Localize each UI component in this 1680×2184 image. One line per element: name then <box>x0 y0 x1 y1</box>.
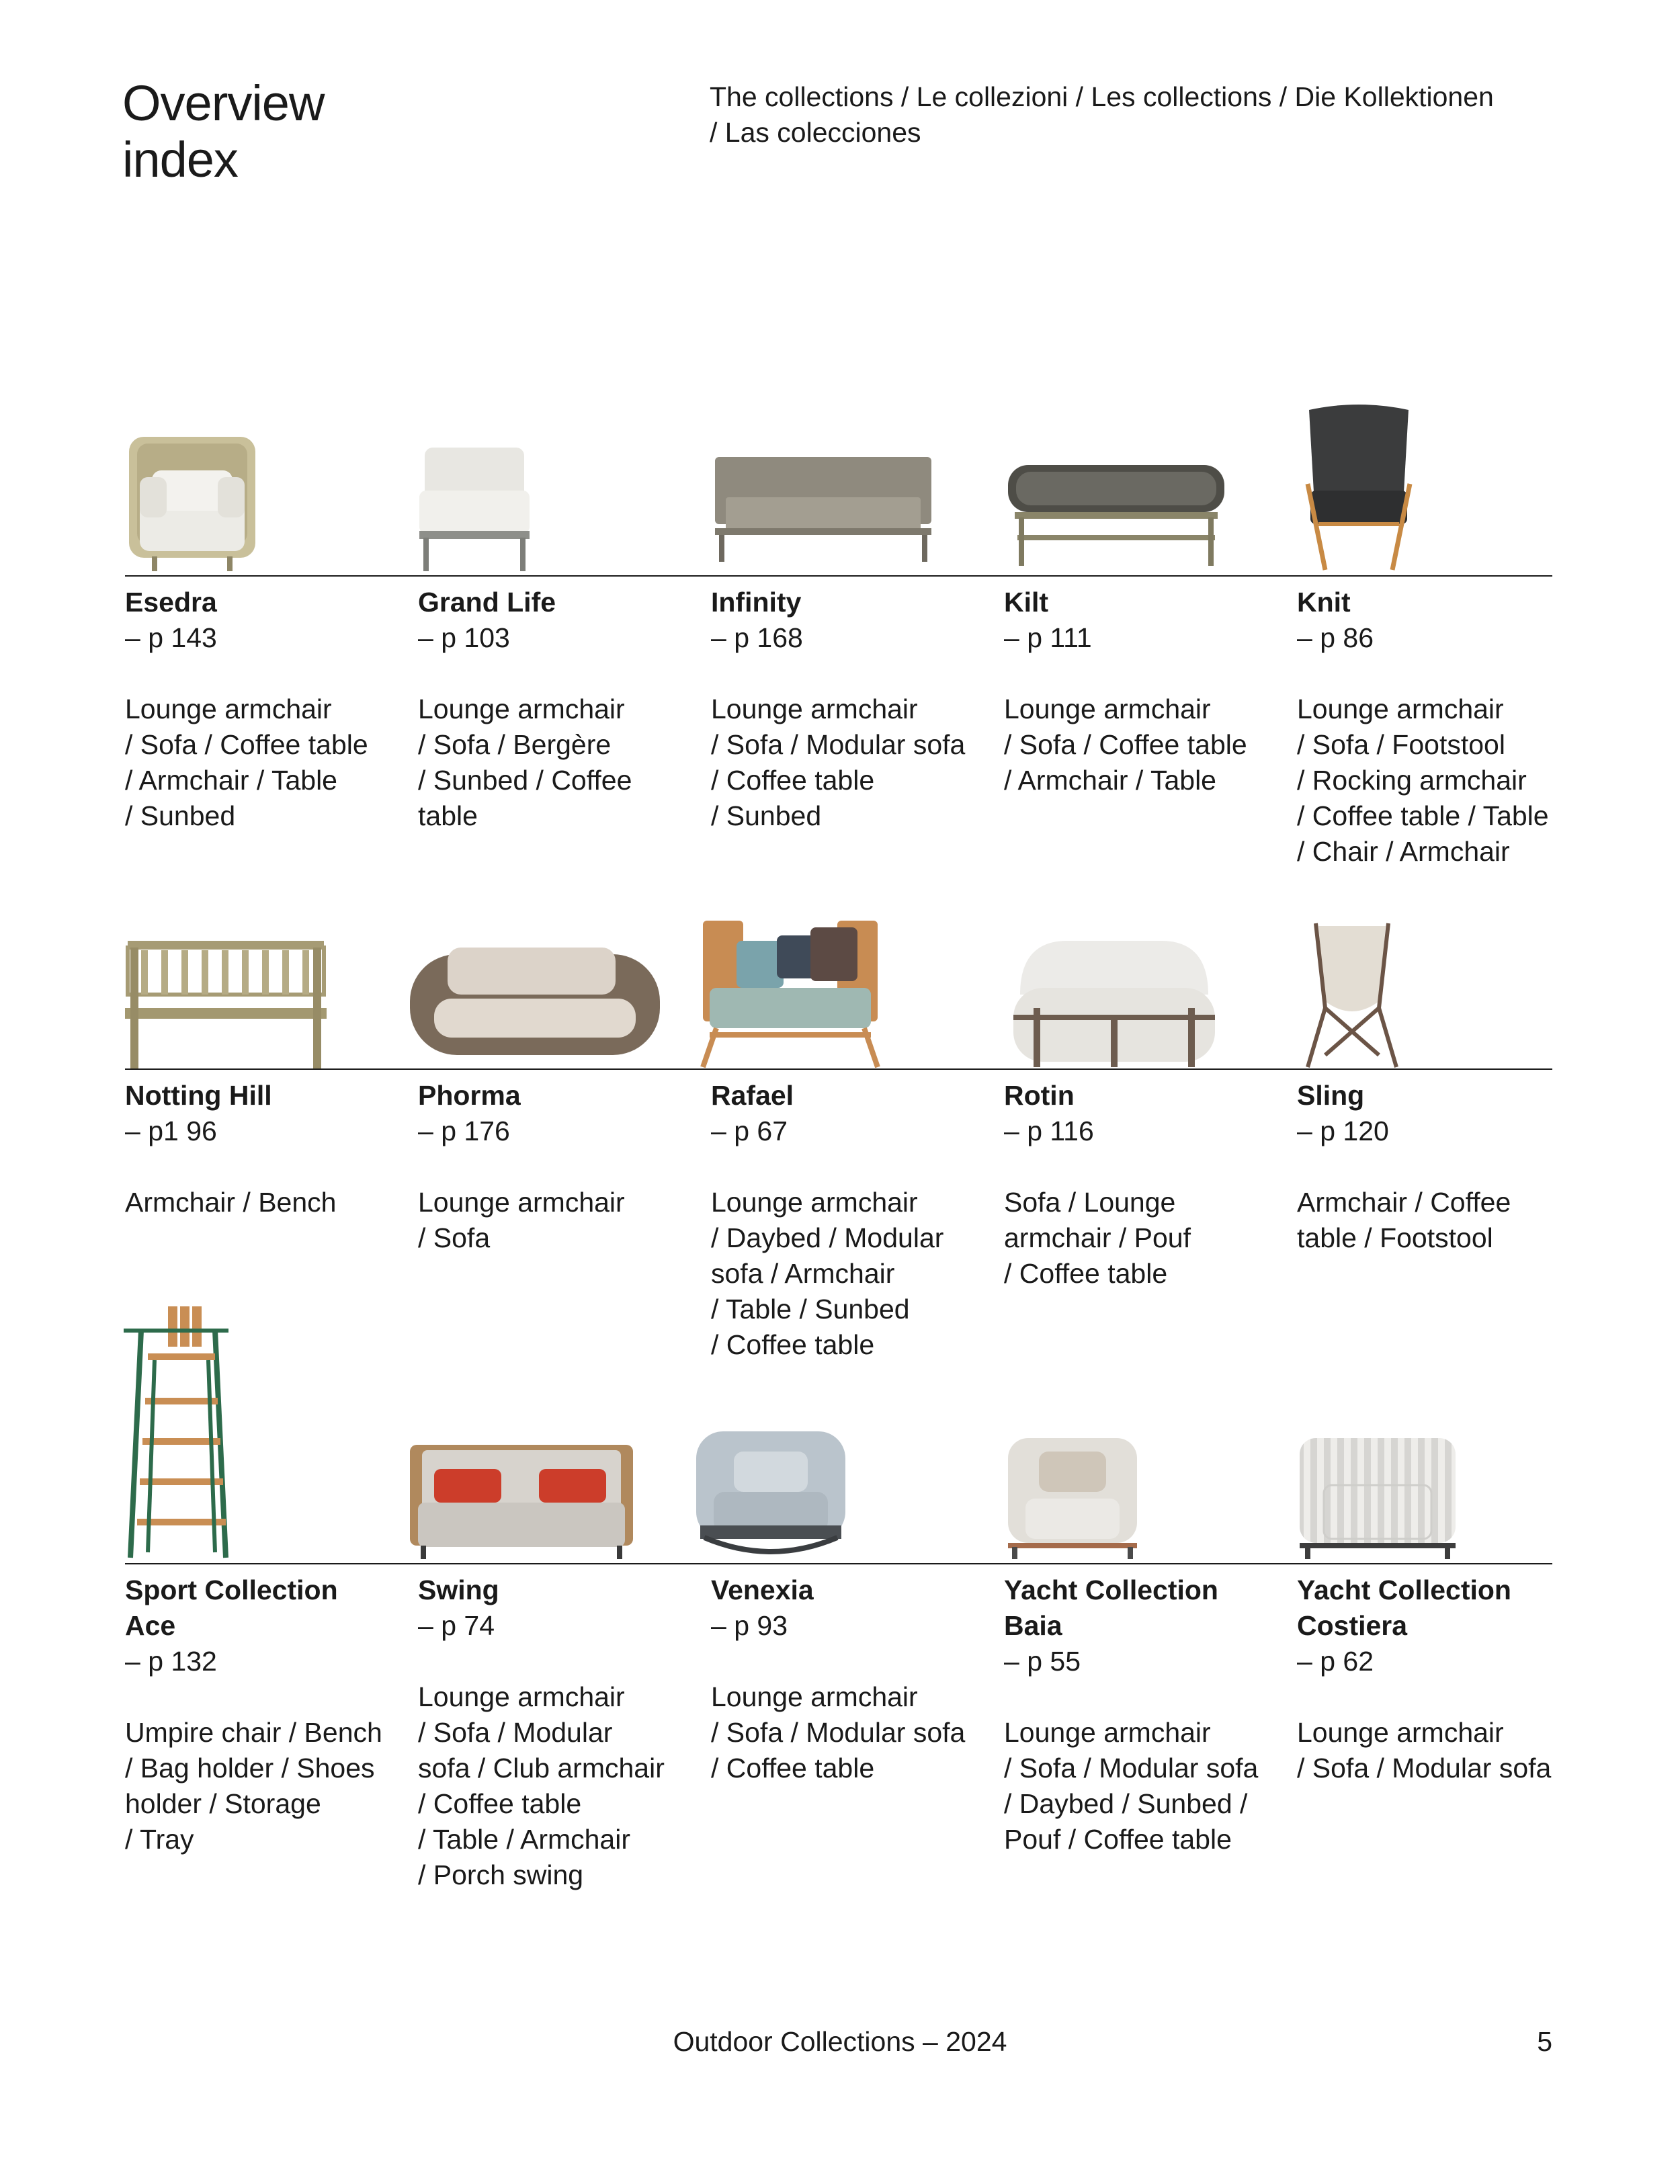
collection-name: Knit <box>1297 587 1351 618</box>
row-2-divider <box>125 1068 1552 1070</box>
page-number: 5 <box>1537 2026 1552 2057</box>
collection-yacht-baia <box>1004 1572 1279 1857</box>
lounge-armchair-canopy-icon <box>125 403 259 571</box>
collection-products: Umpire chair / Bench / Bag holder / Shoes holder / Storage / Tray <box>125 1717 382 1855</box>
collection-page: – p 74 <box>418 1610 495 1641</box>
collection-page: – p 132 <box>125 1646 217 1677</box>
page-title: Overview index <box>122 75 325 187</box>
collection-grand-life <box>418 585 694 834</box>
sofa-icon <box>712 403 934 571</box>
collection-name: Phorma <box>418 1080 521 1111</box>
collection-products: Lounge armchair / Daybed / Modular sofa / Armchair / Table / Sunbed / Coffee table <box>711 1187 944 1360</box>
sling-chair-icon <box>1298 921 1406 1068</box>
collection-name: Grand Life <box>418 587 556 618</box>
collection-products: Lounge armchair / Sofa / Coffee table / Armchair / Table <box>1004 694 1247 796</box>
collection-products: Lounge armchair / Sofa / Modular sofa / Daybed / Sunbed / Pouf / Coffee table <box>1004 1717 1259 1855</box>
club-armchair-icon <box>694 1425 848 1559</box>
collection-infinity <box>711 585 986 834</box>
collection-name: Notting Hill <box>125 1080 272 1111</box>
collection-name: Sport Collection Ace <box>125 1574 338 1641</box>
collection-products: Lounge armchair / Sofa / Bergère / Sunbed / Coffee table <box>418 694 632 831</box>
sofa-cushions-icon <box>407 1438 636 1559</box>
lounge-armchair-icon <box>414 403 535 571</box>
collection-knit <box>1297 585 1572 870</box>
collection-page: – p1 96 <box>125 1116 217 1146</box>
collection-name: Esedra <box>125 587 217 618</box>
daybed-icon <box>696 907 884 1068</box>
collection-name: Yacht Collection Costiera <box>1297 1574 1511 1641</box>
collection-page: – p 176 <box>418 1116 510 1146</box>
collection-page: – p 62 <box>1297 1646 1374 1677</box>
collection-products: Lounge armchair / Sofa <box>418 1187 625 1253</box>
collection-page: – p 93 <box>711 1610 788 1641</box>
collection-page: – p 55 <box>1004 1646 1081 1677</box>
collection-phorma <box>418 1078 694 1256</box>
collection-venexia <box>711 1572 986 1786</box>
collection-products: Lounge armchair / Sofa / Modular sofa / Coffee table <box>711 1681 966 1783</box>
collection-name: Kilt <box>1004 587 1049 618</box>
collection-name: Yacht Collection Baia <box>1004 1574 1218 1641</box>
collection-page: – p 116 <box>1004 1116 1094 1146</box>
collection-esedra <box>125 585 401 834</box>
collection-rotin <box>1004 1078 1279 1292</box>
row-1-divider <box>125 575 1552 577</box>
woven-sofa-icon <box>1005 403 1227 571</box>
page-subtitle: The collections / Le collezioni / Les collections / Die Kollektionen / Las colecciones <box>710 81 1494 148</box>
collection-name: Venexia <box>711 1574 814 1605</box>
collection-name: Rotin <box>1004 1080 1075 1111</box>
collection-name: Swing <box>418 1574 499 1605</box>
collection-kilt <box>1004 585 1279 798</box>
umpire-chair-icon <box>121 1304 235 1559</box>
collection-page: – p 111 <box>1004 622 1092 653</box>
collection-name: Infinity <box>711 587 802 618</box>
collection-products: Sofa / Lounge armchair / Pouf / Coffee table <box>1004 1187 1191 1289</box>
collection-swing <box>418 1572 694 1893</box>
collection-products: Armchair / Bench <box>125 1187 337 1218</box>
striped-armchair-icon <box>1297 1431 1458 1559</box>
collection-products: Lounge armchair / Sofa / Modular sofa <box>1297 1717 1552 1783</box>
wooden-bench-icon <box>125 934 327 1068</box>
boxy-armchair-icon <box>1005 1431 1140 1559</box>
collection-page: – p 103 <box>418 622 510 653</box>
footer-publication: Outdoor Collections – 2024 <box>673 2026 1007 2057</box>
collection-products: Armchair / Coffee table / Footstool <box>1297 1187 1511 1253</box>
collection-products: Lounge armchair / Sofa / Footstool / Rocking armchair / Coffee table / Table / Chair / Armchair <box>1297 694 1549 867</box>
collection-sport-ace <box>125 1572 401 1857</box>
row-1-images <box>125 403 1552 571</box>
collection-page: – p 168 <box>711 622 803 653</box>
collection-page: – p 120 <box>1297 1116 1389 1146</box>
collection-name: Sling <box>1297 1080 1365 1111</box>
collection-page: – p 143 <box>125 622 217 653</box>
rounded-sofa-icon <box>407 934 663 1068</box>
collection-products: Lounge armchair / Sofa / Modular sofa / Club armchair / Coffee table / Table / Armchair / Porch swing <box>418 1681 665 1890</box>
collection-page: – p 86 <box>1297 622 1374 653</box>
row-2-images <box>125 907 1552 1068</box>
collection-name: Rafael <box>711 1080 794 1111</box>
collection-page: – p 67 <box>711 1116 788 1146</box>
collection-sling <box>1297 1078 1572 1256</box>
collection-products: Lounge armchair / Sofa / Coffee table / Armchair / Table / Sunbed <box>125 694 368 831</box>
collection-notting-hill <box>125 1078 401 1220</box>
row-3-images <box>125 1304 1552 1559</box>
curved-sofa-icon <box>1007 934 1222 1068</box>
collection-yacht-costiera <box>1297 1572 1572 1786</box>
row-3-divider <box>125 1563 1552 1564</box>
collection-products: Lounge armchair / Sofa / Modular sofa / Coffee table / Sunbed <box>711 694 966 831</box>
wingback-armchair-icon <box>1298 403 1419 571</box>
